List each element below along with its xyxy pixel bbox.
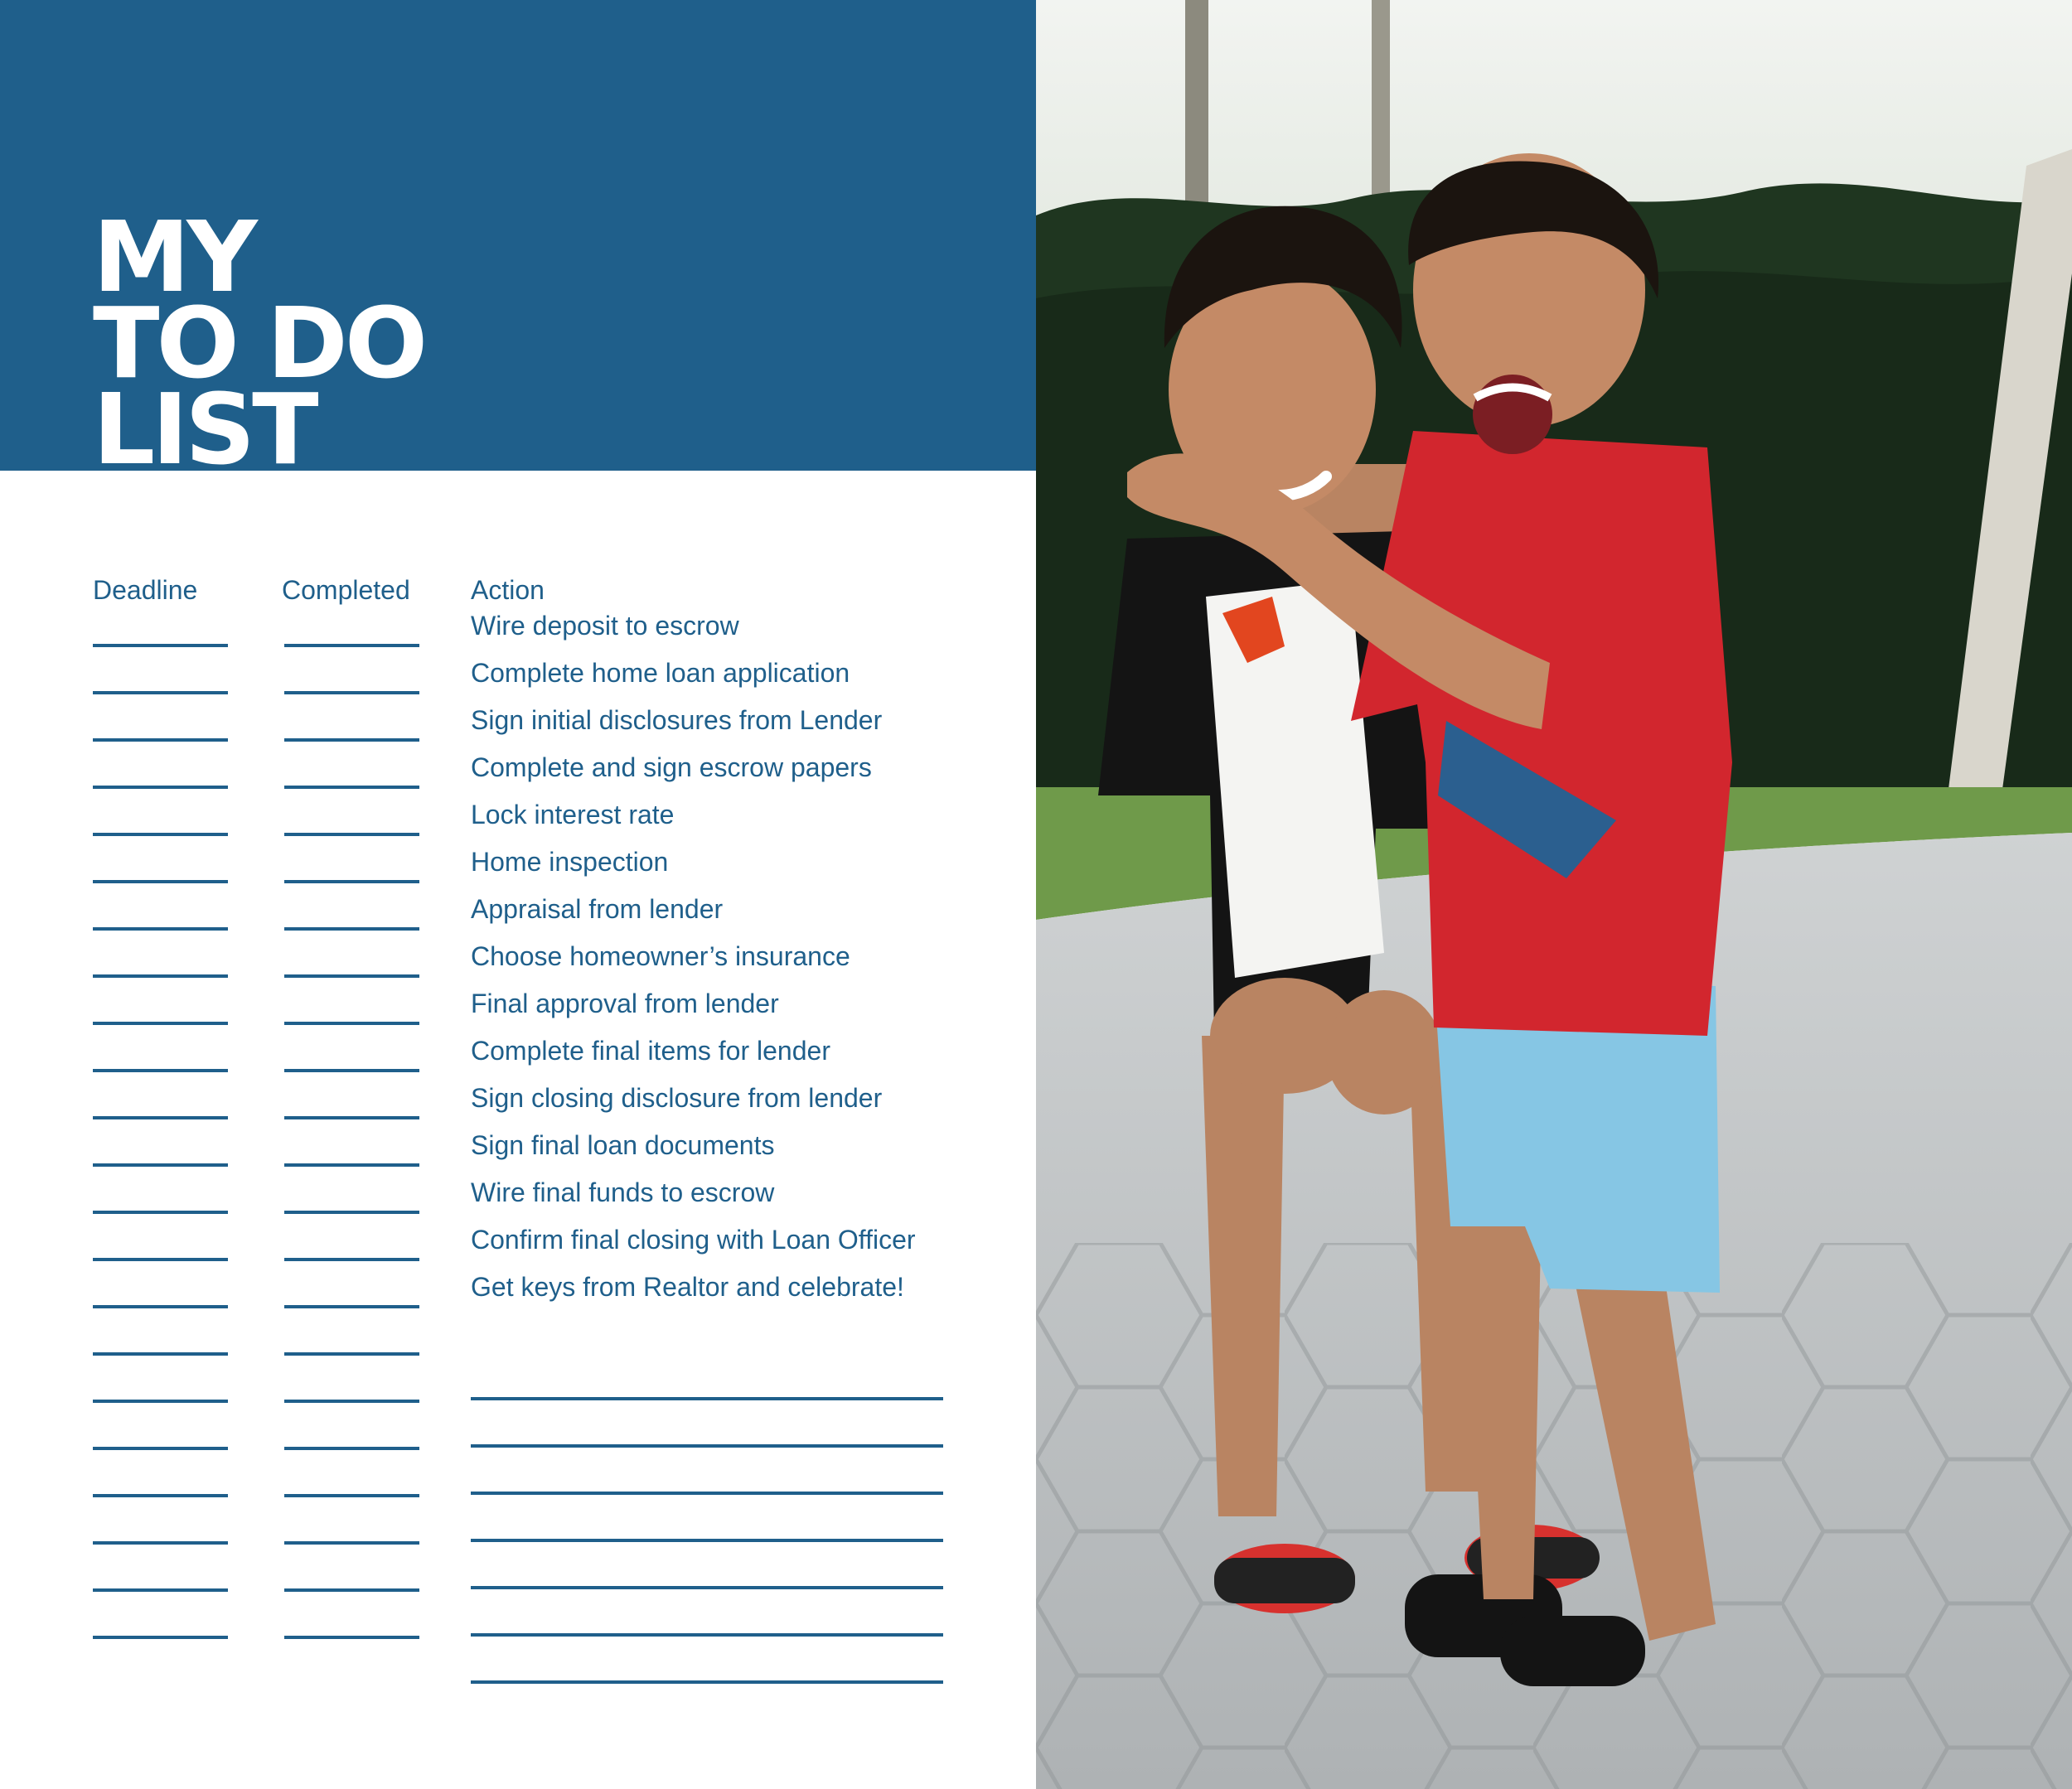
deadline-blank-line[interactable] [93,1163,228,1167]
action-item-label: Confirm final closing with Loan Officer [471,1225,916,1255]
action-blank-line[interactable] [471,1586,943,1589]
deadline-blank-line[interactable] [93,1352,228,1356]
deadline-column-header: Deadline [93,575,198,605]
completed-blank-line[interactable] [284,786,419,789]
completed-blank-line[interactable] [284,1069,419,1072]
completed-blank-line[interactable] [284,691,419,694]
deadline-blank-line[interactable] [93,1258,228,1261]
deadline-blank-line[interactable] [93,974,228,978]
action-item-label: Appraisal from lender [471,894,724,924]
deadline-blank-line[interactable] [93,927,228,931]
deadline-blank-line[interactable] [93,691,228,694]
completed-blank-line[interactable] [284,927,419,931]
deadline-blank-line[interactable] [93,1305,228,1308]
action-item-label: Home inspection [471,847,669,877]
action-item-label: Complete home loan application [471,658,850,688]
action-blank-line[interactable] [471,1444,943,1448]
title-line-1: MY [93,200,254,314]
completed-blank-line[interactable] [284,1163,419,1167]
action-item-label: Final approval from lender [471,989,779,1018]
completed-blank-line[interactable] [284,974,419,978]
completed-blank-line[interactable] [284,1588,419,1592]
deadline-blank-line[interactable] [93,880,228,883]
deadline-blank-line[interactable] [93,1069,228,1072]
action-blank-line[interactable] [471,1633,943,1637]
action-item-label: Lock interest rate [471,800,675,829]
title-line-2: TO DO [93,286,425,400]
action-column-header: Action [471,575,545,605]
action-item-label: Get keys from Realtor and celebrate! [471,1272,904,1302]
title-line-3: LIST [93,372,316,471]
action-blank-line[interactable] [471,1539,943,1542]
completed-blank-line[interactable] [284,1400,419,1403]
two-boys-hugging-photo [1036,0,2072,1789]
deadline-blank-line[interactable] [93,1022,228,1025]
action-item-label: Sign final loan documents [471,1130,775,1160]
action-blank-line[interactable] [471,1397,943,1400]
deadline-blank-line[interactable] [93,1636,228,1639]
action-item-label: Sign initial disclosures from Lender [471,705,883,735]
completed-blank-line[interactable] [284,1258,419,1261]
completed-blank-line[interactable] [284,1022,419,1025]
action-item-label: Complete final items for lender [471,1036,830,1066]
action-item-label: Sign closing disclosure from lender [471,1083,883,1113]
action-item-label: Wire final funds to escrow [471,1177,775,1207]
deadline-blank-line[interactable] [93,1541,228,1545]
deadline-blank-line[interactable] [93,1447,228,1450]
completed-blank-line[interactable] [284,1447,419,1450]
deadline-blank-line[interactable] [93,1494,228,1497]
deadline-blank-line[interactable] [93,738,228,742]
completed-blank-line[interactable] [284,1636,419,1639]
completed-blank-line[interactable] [284,1305,419,1308]
page-title [93,200,425,471]
deadline-blank-line[interactable] [93,1588,228,1592]
completed-blank-line[interactable] [284,880,419,883]
completed-column-header: Completed [282,575,410,605]
deadline-blank-line[interactable] [93,1211,228,1214]
completed-blank-line[interactable] [284,738,419,742]
completed-blank-line[interactable] [284,1541,419,1545]
deadline-blank-line[interactable] [93,1400,228,1403]
completed-blank-line[interactable] [284,833,419,836]
action-item-label: Wire deposit to escrow [471,611,739,641]
completed-blank-line[interactable] [284,644,419,647]
completed-blank-line[interactable] [284,1352,419,1356]
deadline-blank-line[interactable] [93,833,228,836]
action-blank-line[interactable] [471,1680,943,1684]
action-blank-line[interactable] [471,1492,943,1495]
header-band [0,0,1036,471]
deadline-blank-line[interactable] [93,1116,228,1119]
deadline-blank-line[interactable] [93,644,228,647]
completed-blank-line[interactable] [284,1211,419,1214]
deadline-blank-line[interactable] [93,786,228,789]
action-item-label: Complete and sign escrow papers [471,752,872,782]
completed-blank-line[interactable] [284,1116,419,1119]
completed-blank-line[interactable] [284,1494,419,1497]
action-item-label: Choose homeowner’s insurance [471,941,850,971]
